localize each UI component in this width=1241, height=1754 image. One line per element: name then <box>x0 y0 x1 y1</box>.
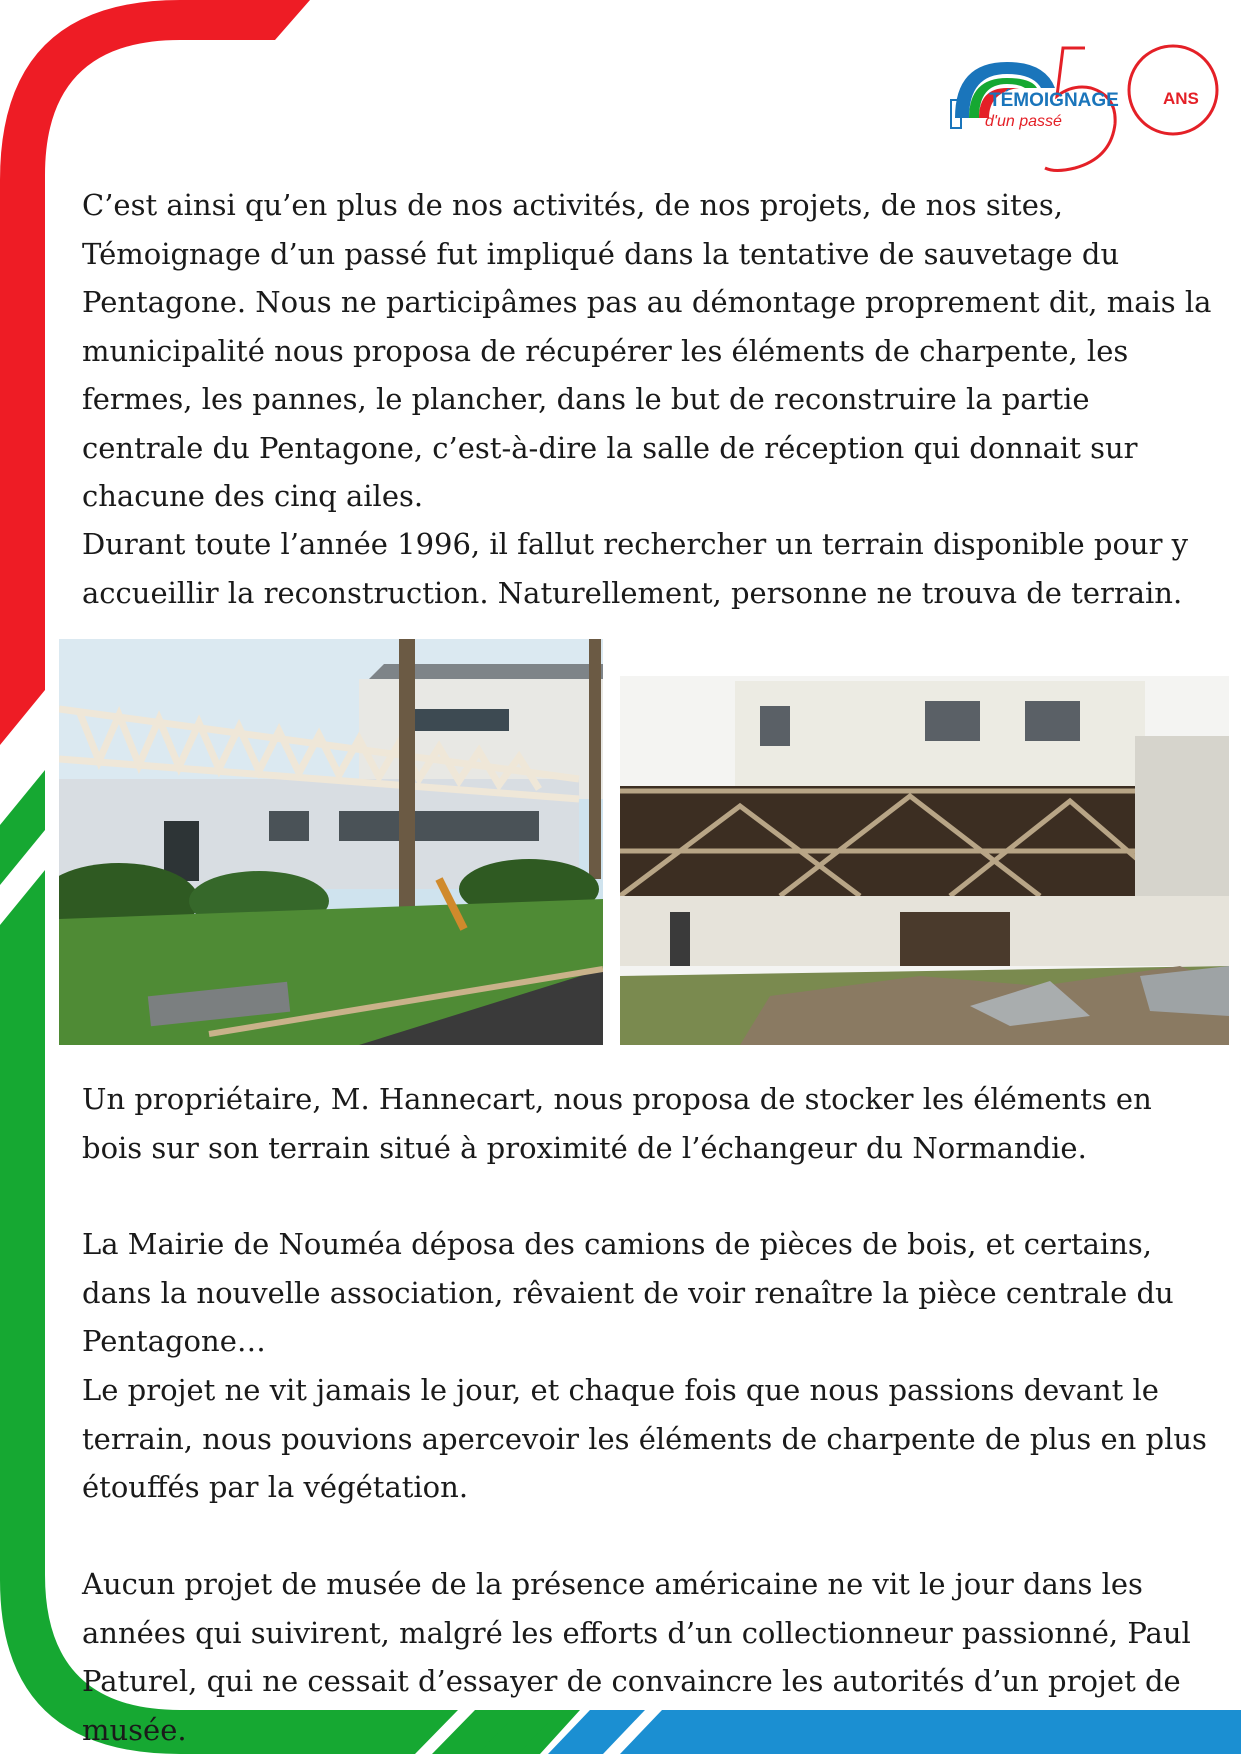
photo-left <box>59 639 603 1045</box>
brand-line2: d'un passé <box>985 113 1062 130</box>
paragraph-intro: C’est ainsi qu’en plus de nos activités, de nos projets, de nos sites, Témoignage d’un passé fut impliqué dans la tentative de sauvetage du Pentagone. Nous ne participâmes pas au démontage proprement dit, mais la municipalité nous proposa de récupérer les éléments de charpente, les fermes, les pannes, le plancher, dans le but de reconstruire la partie centrale du Pentagone, c’est-à-dire la salle de réception qui donnait sur chacune des cinq ailes. <box>82 188 1212 513</box>
paragraph-musee: Aucun projet de musée de la présence américaine ne vit le jour dans les années qui suivirent, malgré les efforts d’un collectionneur passionné, Paul Paturel, qui ne cessait d’essayer de convaincre les autorités d’un projet de musée. <box>82 1567 1191 1747</box>
paragraph-mairie: La Mairie de Nouméa déposa des camions de pièces de bois, et certains, dans la nouvelle association, rêvaient de voir renaître la pièce centrale du Pentagone… <box>82 1227 1174 1358</box>
brand-line1: TÉMOIGNAGE <box>989 90 1119 111</box>
frame-green-band-upper <box>0 770 45 885</box>
photo-right <box>620 676 1229 1045</box>
logo-temoignage-50-ans <box>945 18 1235 183</box>
paragraph-hannecart: Un propriétaire, M. Hannecart, nous proposa de stocker les éléments en bois sur son terrain situé à proximité de l’échangeur du Normandie. <box>82 1082 1152 1165</box>
paragraph-projet: Le projet ne vit jamais le jour, et chaque fois que nous passions devant le terrain, nous pouvions apercevoir les éléments de charpente de plus en plus étouffés par la végétation. <box>82 1373 1207 1504</box>
anniversary-unit: ANS <box>1163 89 1199 108</box>
paragraph-1996: Durant toute l’année 1996, il fallut rechercher un terrain disponible pour y accueillir la reconstruction. Naturellement, personne ne trouva de terrain. <box>82 527 1189 610</box>
